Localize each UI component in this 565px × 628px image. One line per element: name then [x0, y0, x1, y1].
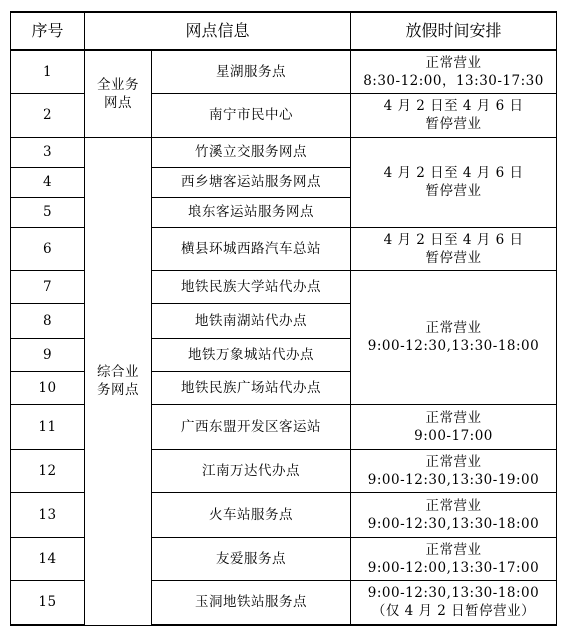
schedule-line: 4 月 2 日至 4 月 6 日 [383, 165, 524, 181]
schedule-cell [351, 449, 557, 492]
category-line: 网点 [104, 94, 132, 111]
category-line: 综合业 [97, 364, 139, 380]
schedule-line: 9:00-12:30,13:30-18:00 [367, 585, 540, 602]
header-outlet-info: 网点信息 [85, 12, 351, 50]
outlet-name: 地铁南湖站代办点 [152, 303, 351, 338]
schedule-cell [351, 93, 557, 137]
row-number: 2 [11, 93, 85, 137]
row-number: 12 [11, 449, 85, 492]
category-line: 全业务 [97, 76, 139, 93]
outlet-name: 玉洞地铁站服务点 [152, 580, 351, 625]
outlet-name: 横县环城西路汽车总站 [152, 227, 351, 270]
schedule-cell [351, 492, 557, 537]
outlet-name: 地铁民族大学站代办点 [152, 270, 351, 303]
schedule-cell [351, 137, 557, 227]
outlet-name: 广西东盟开发区客运站 [152, 404, 351, 449]
category-full-service [85, 50, 152, 137]
outlet-name: 火车站服务点 [152, 492, 351, 537]
outlet-name: 竹溪立交服务网点 [152, 137, 351, 167]
row-number: 13 [11, 492, 85, 537]
schedule-line: 9:00-12:00,13:30-17:00 [367, 559, 540, 576]
row-number: 5 [11, 197, 85, 227]
schedule-line: 正常营业 [425, 409, 482, 426]
schedule-line: 4 月 2 日至 4 月 6 日 [383, 98, 524, 114]
schedule-cell [351, 404, 557, 449]
row-number: 3 [11, 137, 85, 167]
outlet-name: 地铁万象城站代办点 [152, 338, 351, 371]
row-number: 10 [11, 371, 85, 404]
schedule-line: （仅 4 月 2 日暂停营业） [371, 603, 536, 620]
row-number: 4 [11, 167, 85, 197]
schedule-line: 9:00-12:30,13:30-18:00 [367, 515, 540, 532]
row-number: 6 [11, 227, 85, 270]
row-number: 11 [11, 404, 85, 449]
schedule-line: 正常营业 [425, 541, 482, 558]
schedule-line: 正常营业 [425, 54, 482, 71]
holiday-schedule-table [10, 11, 557, 626]
schedule-cell [351, 580, 557, 625]
row-number: 14 [11, 537, 85, 580]
category-comprehensive [85, 137, 152, 625]
schedule-cell [351, 270, 557, 404]
header-schedule: 放假时间安排 [351, 12, 557, 50]
schedule-line: 9:00-12:30,13:30-19:00 [367, 471, 540, 488]
schedule-cell [351, 227, 557, 270]
schedule-line: 正常营业 [425, 453, 482, 470]
outlet-name: 西乡塘客运站服务网点 [152, 167, 351, 197]
table-header-row [11, 12, 557, 50]
schedule-line: 正常营业 [425, 320, 482, 336]
schedule-line: 暂停营业 [425, 116, 482, 132]
schedule-line: 暂停营业 [425, 183, 482, 199]
category-line: 务网点 [97, 382, 139, 398]
schedule-line: 9:00-12:30,13:30-18:00 [367, 338, 540, 354]
schedule-cell [351, 50, 557, 93]
table-row [11, 137, 557, 167]
schedule-cell [351, 537, 557, 580]
outlet-name: 地铁民族广场站代办点 [152, 371, 351, 404]
schedule-line: 8:30-12:00，13:30-17:30 [363, 72, 544, 89]
outlet-name: 友爱服务点 [152, 537, 351, 580]
row-number: 1 [11, 50, 85, 93]
outlet-name: 南宁市民中心 [152, 93, 351, 137]
header-serial: 序号 [11, 12, 85, 50]
row-number: 7 [11, 270, 85, 303]
row-number: 8 [11, 303, 85, 338]
schedule-line: 9:00-17:00 [414, 427, 493, 444]
schedule-line: 4 月 2 日至 4 月 6 日 [383, 231, 524, 248]
schedule-line: 暂停营业 [425, 249, 482, 266]
row-number: 9 [11, 338, 85, 371]
outlet-name: 星湖服务点 [152, 50, 351, 93]
table-row [11, 50, 557, 93]
row-number: 15 [11, 580, 85, 625]
schedule-line: 正常营业 [425, 497, 482, 514]
outlet-name: 埌东客运站服务网点 [152, 197, 351, 227]
outlet-name: 江南万达代办点 [152, 449, 351, 492]
